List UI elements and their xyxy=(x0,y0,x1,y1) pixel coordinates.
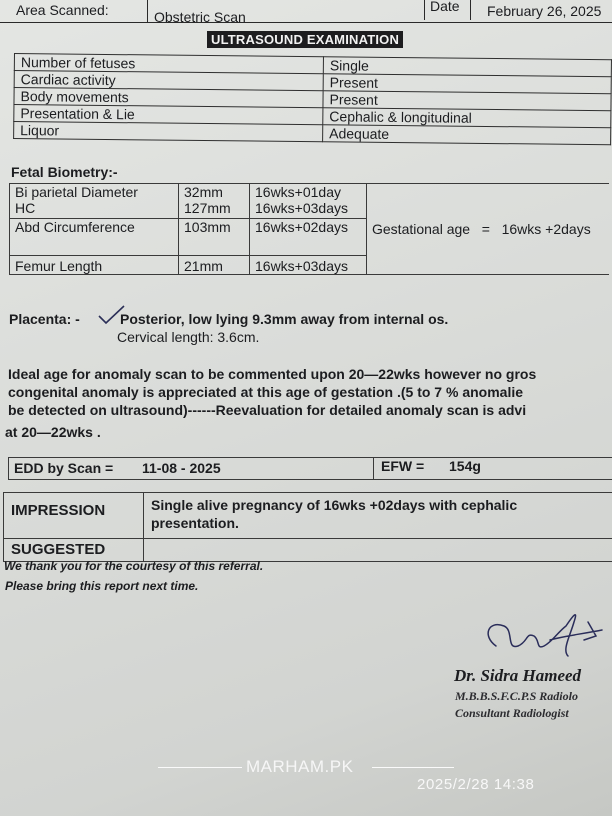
watermark-rule-right xyxy=(372,767,454,768)
placenta-text: Posterior, low lying 9.3mm away from internal os. xyxy=(120,311,449,327)
doctor-title: Consultant Radiologist xyxy=(455,706,569,720)
biometry-heading: Fetal Biometry:- xyxy=(11,164,118,180)
efw-value: 154g xyxy=(449,458,481,474)
edd-value: 11-08 - 2025 xyxy=(142,460,221,476)
efw-label: EFW = xyxy=(381,458,425,474)
report-title: ULTRASOUND EXAMINATION xyxy=(207,31,403,48)
area-scanned-value: Obstetric Scan xyxy=(154,9,246,25)
biometry-table xyxy=(9,183,609,275)
watermark-rule-left xyxy=(158,767,242,768)
biometry-label: Femur Length xyxy=(10,256,179,275)
biometry-size: 103mm xyxy=(179,219,250,256)
biometry-age: 16wks+01day xyxy=(255,184,342,200)
thanks-note: We thank you for the courtesy of this referral. xyxy=(4,559,264,573)
biometry-size: 21mm xyxy=(179,256,250,275)
doctor-name: Dr. Sidra Hameed xyxy=(454,666,582,685)
suggested-label: SUGGESTED xyxy=(11,541,106,558)
impression-text: Single alive pregnancy of 16wks +02days with cephalic xyxy=(151,497,518,513)
watermark: MARHAM.PK xyxy=(246,757,354,776)
impression-label: IMPRESSION xyxy=(11,502,106,519)
date-value: February 26, 2025 xyxy=(487,3,602,19)
biometry-size: 127mm xyxy=(184,200,231,216)
biometry-size: 32mm xyxy=(184,184,223,200)
biometry-label: HC xyxy=(15,200,36,216)
finding-label: Liquor xyxy=(14,122,323,142)
report-header xyxy=(0,0,612,24)
anomaly-note-line: be detected on ultrasound)------Reevaluation for detailed anomaly scan is advi xyxy=(8,402,527,418)
cervical-length: Cervical length: 3.6cm. xyxy=(117,329,260,345)
finding-value: Present xyxy=(323,74,611,94)
basic-findings-table xyxy=(13,53,612,145)
date-label: Date xyxy=(430,0,460,14)
biometry-label: Abd Circumference xyxy=(10,219,179,256)
biometry-age: 16wks+03days xyxy=(250,256,367,275)
edd-efw-box xyxy=(8,457,612,480)
gestational-age-eq: = xyxy=(481,221,490,237)
anomaly-note-line: Ideal age for anomaly scan to be commented upon 20—22wks however no gros xyxy=(8,366,537,382)
finding-value: Cephalic & longitudinal xyxy=(323,108,611,128)
finding-label: Cardiac activity xyxy=(14,71,323,91)
anomaly-note-line: congenital anomaly is appreciated at this age of gestation .(5 to 7 % anomalie xyxy=(8,384,524,400)
impression-box xyxy=(3,492,612,562)
table-row xyxy=(10,184,610,219)
anomaly-note-line: at 20—22wks . xyxy=(5,424,101,440)
finding-value: Single xyxy=(323,57,611,77)
bring-report-note: Please bring this report next time. xyxy=(5,579,199,593)
biometry-age: 16wks+03days xyxy=(255,200,349,216)
finding-label: Number of fetuses xyxy=(14,54,323,74)
finding-value: Adequate xyxy=(323,125,611,145)
placenta-label: Placenta: - xyxy=(9,311,80,327)
biometry-age: 16wks+02days xyxy=(250,219,367,256)
edd-label: EDD by Scan = xyxy=(14,460,114,476)
photo-timestamp: 2025/2/28 14:38 xyxy=(417,776,535,793)
gestational-age xyxy=(367,184,610,275)
biometry-label: Bi parietal Diameter xyxy=(15,184,138,200)
finding-label: Body movements xyxy=(14,88,323,108)
impression-text-cont: presentation. xyxy=(151,515,239,531)
signature-icon xyxy=(478,606,608,668)
gestational-age-label: Gestational age xyxy=(372,221,471,237)
area-scanned-label: Area Scanned: xyxy=(16,2,109,18)
gestational-age-value: 16wks +2days xyxy=(501,221,591,237)
finding-label: Presentation & Lie xyxy=(14,105,323,125)
doctor-qualifications: M.B.B.S.F.C.P.S Radiolo xyxy=(455,689,578,703)
finding-value: Present xyxy=(323,91,611,111)
